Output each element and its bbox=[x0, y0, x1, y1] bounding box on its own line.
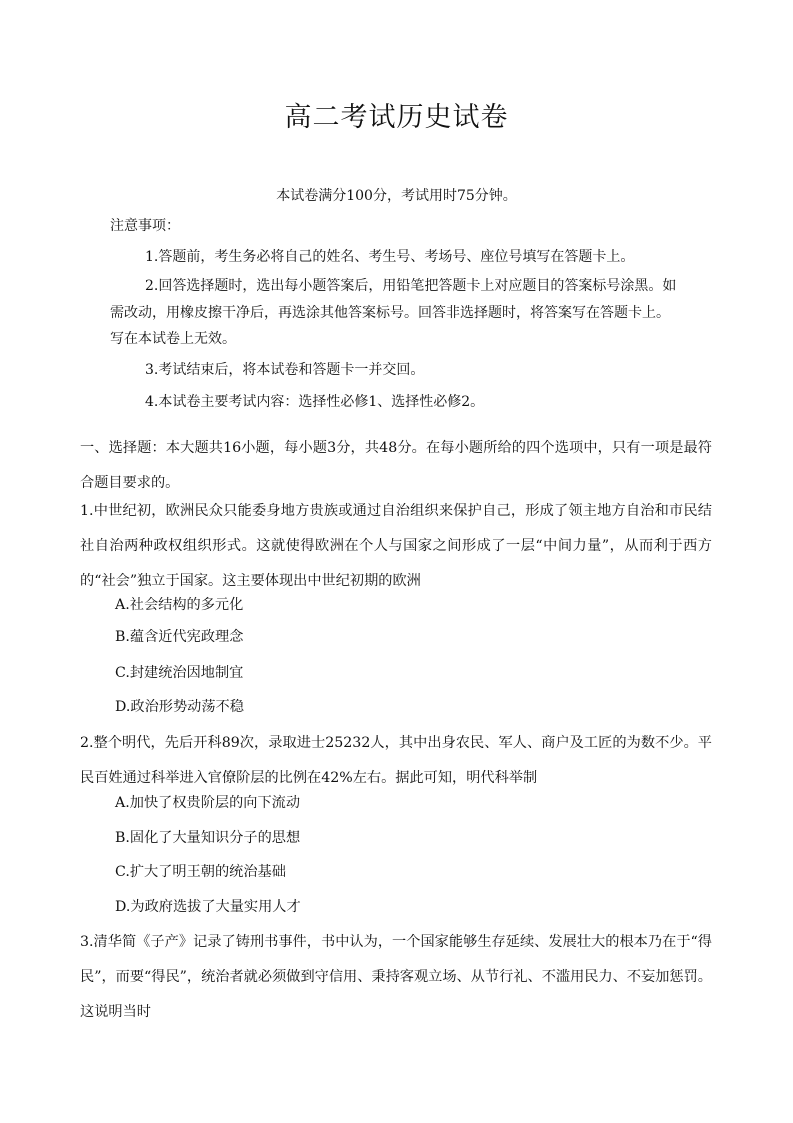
notice-item-3: 3.考试结束后，将本试卷和答题卡一并交回。 bbox=[145, 362, 425, 378]
q1-option-d: D.政治形势动荡不稳 bbox=[115, 699, 244, 715]
notice-item-2-line-3: 写在本试卷上无效。 bbox=[110, 331, 236, 347]
page-title: 高二考试历史试卷 bbox=[284, 102, 509, 133]
question-stem-2: 2.整个明代，先后开科89次，录取进士25232人，其中出身农民、军人、商户及工匠的为数不少。平民百姓通过科举进入官僚阶层的比例在42%左右。据此可知，明代科举制 bbox=[80, 735, 712, 786]
notice-item-4: 4.本试卷主要考试内容：选择性必修1、选择性必修2。 bbox=[145, 394, 485, 410]
question-stem-1: 1.中世纪初，欧洲民众只能委身地方贵族或通过自治组织来保护自己，形成了领主地方自治和市民结社自治两种政权组织形式。这就使得欧洲在个人与国家之间形成了一层“中间力量”，从而利于西方的“社会”独立于国家。这主要体现出中世纪初期的欧洲 bbox=[80, 503, 712, 589]
notice-item-2-line-2: 需改动，用橡皮擦干净后，再选涂其他答案标号。回答非选择题时，将答案写在答题卡上。 bbox=[110, 305, 670, 321]
q1-option-c: C.封建统治因地制宜 bbox=[115, 665, 244, 681]
section-intro: 一、选择题：本大题共16小题，每小题3分，共48分。在每小题所给的四个选项中，只有一项是最符合题目要求的。 bbox=[80, 440, 712, 491]
question-stem-3: 3.清华简《子产》记录了铸刑书事件，书中认为，一个国家能够生存延续、发展壮大的根本乃在于“得民”，而要“得民”，统治者就必须做到守信用、秉持客观立场、从节行礼、不滥用民力、不妄加惩罚。这说明当时 bbox=[80, 934, 712, 1020]
q2-option-c: C.扩大了明王朝的统治基础 bbox=[115, 864, 286, 880]
q2-option-d: D.为政府选拔了大量实用人才 bbox=[115, 899, 301, 915]
notice-item-1: 1.答题前，考生务必将自己的姓名、考生号、考场号、座位号填写在答题卡上。 bbox=[145, 249, 635, 265]
exam-subtitle: 本试卷满分100分，考试用时75分钟。 bbox=[276, 188, 517, 204]
q2-option-a: A.加快了权贵阶层的向下流动 bbox=[115, 795, 301, 811]
q1-option-b: B.蕴含近代宪政理念 bbox=[115, 629, 244, 645]
notice-item-2-line-1: 2.回答选择题时，选出每小题答案后，用铅笔把答题卡上对应题目的答案标号涂黑。如 bbox=[145, 278, 677, 294]
notice-heading: 注意事项： bbox=[110, 218, 180, 234]
q1-option-a: A.社会结构的多元化 bbox=[115, 597, 244, 613]
q2-option-b: B.固化了大量知识分子的思想 bbox=[115, 830, 301, 846]
